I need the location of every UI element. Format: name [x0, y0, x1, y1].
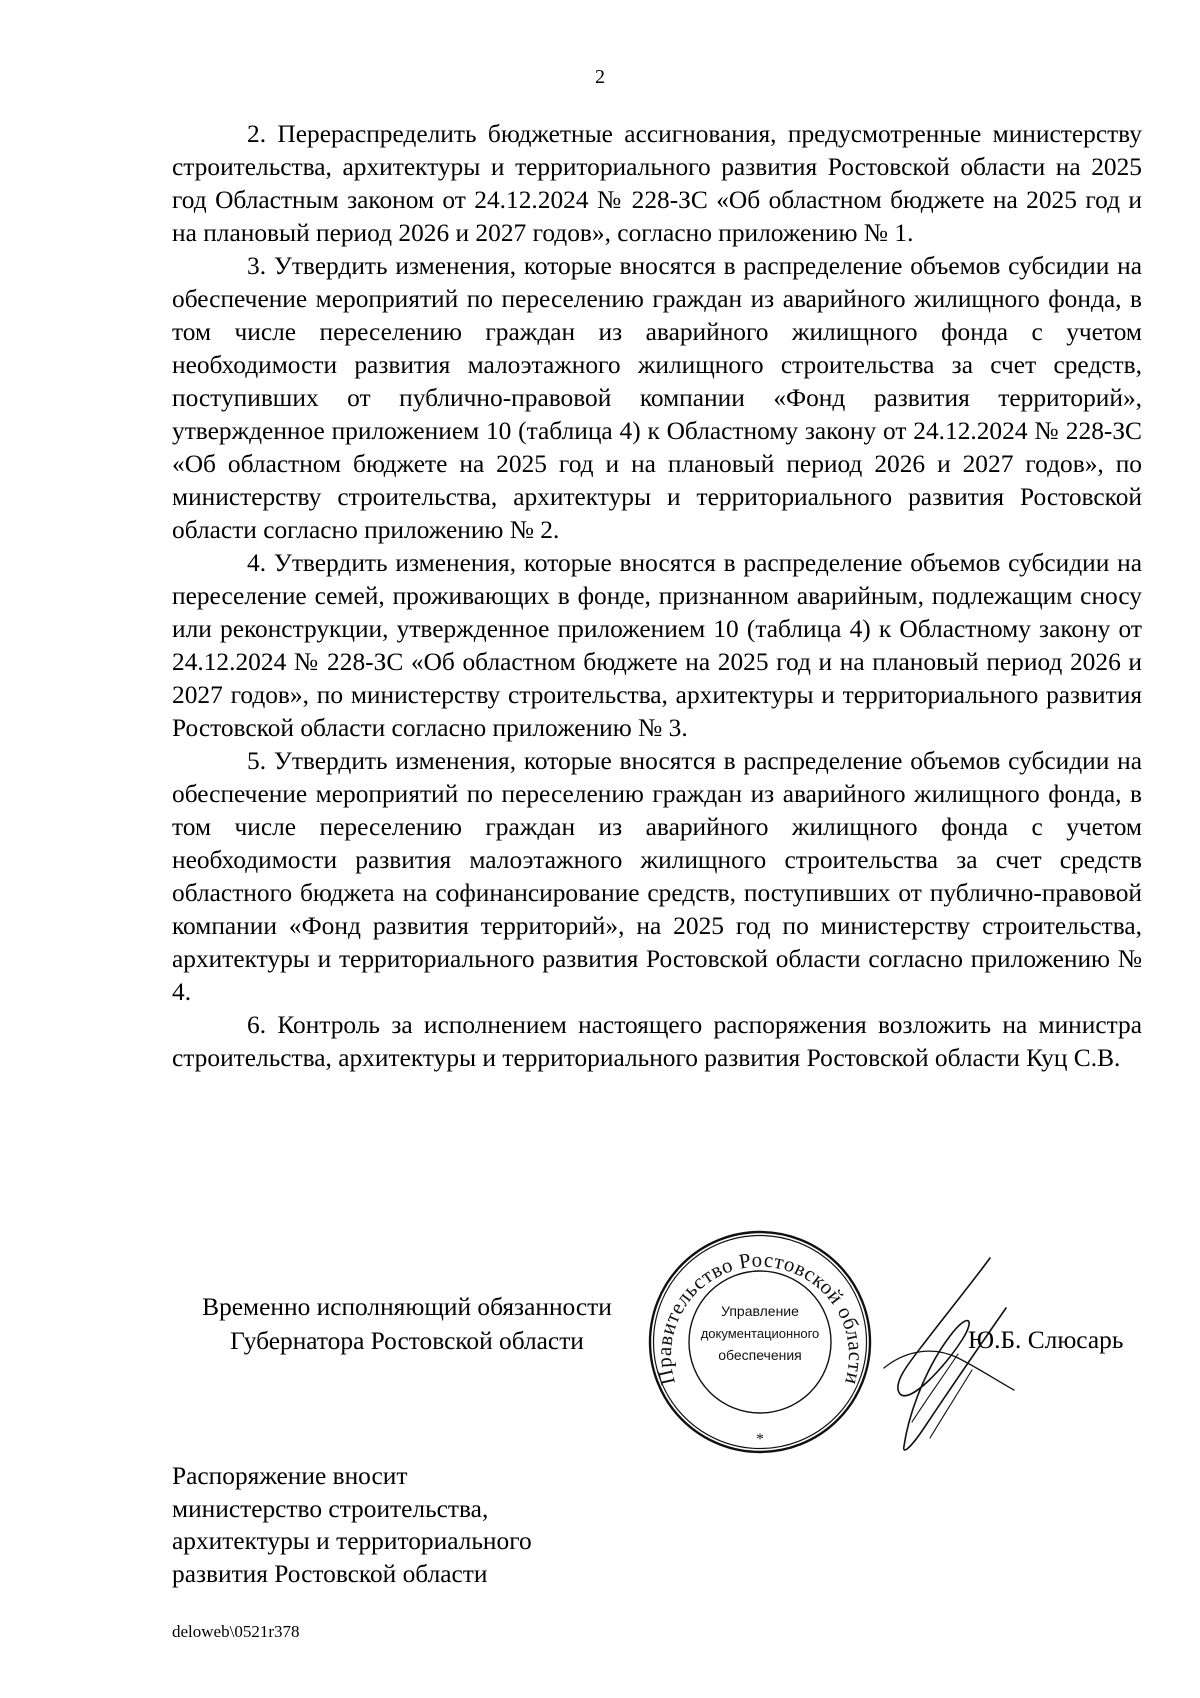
- document-body: [172, 118, 1142, 1075]
- seal-inner-line2: документационного: [700, 1326, 820, 1341]
- seal-outer-text: Правительство Ростовской области: [651, 1247, 869, 1388]
- seal-inner-line1: Управление: [721, 1303, 799, 1319]
- seal-star: *: [756, 1431, 764, 1448]
- signer-position: [172, 1290, 642, 1358]
- signer-name: Ю.Б. Слюсарь: [968, 1326, 1124, 1354]
- signer-position-line1: Временно исполняющий обязанности: [202, 1293, 612, 1321]
- official-seal: [648, 1230, 872, 1454]
- submitter-line4: развития Ростовской области: [172, 1559, 488, 1588]
- document-code: deloweb\0521r378: [172, 1622, 300, 1641]
- seal-inner-line3: обеспечения: [718, 1347, 802, 1363]
- signer-position-line2: Губернатора Ростовской области: [230, 1327, 584, 1355]
- paragraph-4: 4. Утвердить изменения, которые вносятся в распределение объемов субсидии на переселение семей, проживающих в фонде, признанном аварийным, подлежащим сносу или реконструкции, утвержденное приложением 10 (таблица 4) к Областному закону от 24.12.2024 № 228-ЗС «Об областном бюджете на 2025 год и на плановый период 2026 и 2027 годов», по министерству строительства, архитектуры и территориального развития Ростовской области согласно приложению № 3.: [172, 549, 1142, 742]
- submitter-line1: Распоряжение вносит: [172, 1462, 408, 1490]
- paragraph-3: 3. Утвердить изменения, которые вносятся в распределение объемов субсидии на обеспечение мероприятий по переселению граждан из аварийного жилищного фонда, в том числе переселению граждан из аварийного жилищного фонда с учетом необходимости развития малоэтажного жилищного строительства за счет средств, поступивших от публично-правовой компании «Фонд развития территорий», утвержденное приложением 10 (таблица 4) к Областному закону от 24.12.2024 № 228-ЗС «Об областном бюджете на 2025 год и на плановый период 2026 и 2027 годов», по министерству строительства, архитектуры и территориального развития Ростовской области согласно приложению № 2.: [172, 252, 1142, 544]
- submitter-line3: архитектуры и территориального: [172, 1527, 532, 1555]
- submitter-block: [172, 1460, 532, 1590]
- paragraph-2: 2. Перераспределить бюджетные ассигнования, предусмотренные министерству строительства, архитектуры и территориального развития Ростовской области на 2025 год Областным законом от 24.12.2024 № 228-ЗС «Об областном бюджете на 2025 год и на плановый период 2026 и 2027 годов», согласно приложению № 1.: [172, 120, 1142, 247]
- submitter-line2: министерство строительства,: [172, 1494, 489, 1523]
- paragraph-5: 5. Утвердить изменения, которые вносятся в распределение объемов субсидии на обеспечение мероприятий по переселению граждан из аварийного жилищного фонда, в том числе переселению граждан из аварийного жилищного фонда с учетом необходимости развития малоэтажного жилищного строительства за счет средств областного бюджета на софинансирование средств, поступивших от публично-правовой компании «Фонд развития территорий», на 2025 год по министерству строительства, архитектуры и территориального развития Ростовской области согласно приложению № 4.: [172, 747, 1142, 1006]
- paragraph-6: 6. Контроль за исполнением настоящего распоряжения возложить на министра строительства, архитектуры и территориального развития Ростовской области Куц С.В.: [172, 1011, 1142, 1072]
- page-number: 2: [595, 66, 605, 88]
